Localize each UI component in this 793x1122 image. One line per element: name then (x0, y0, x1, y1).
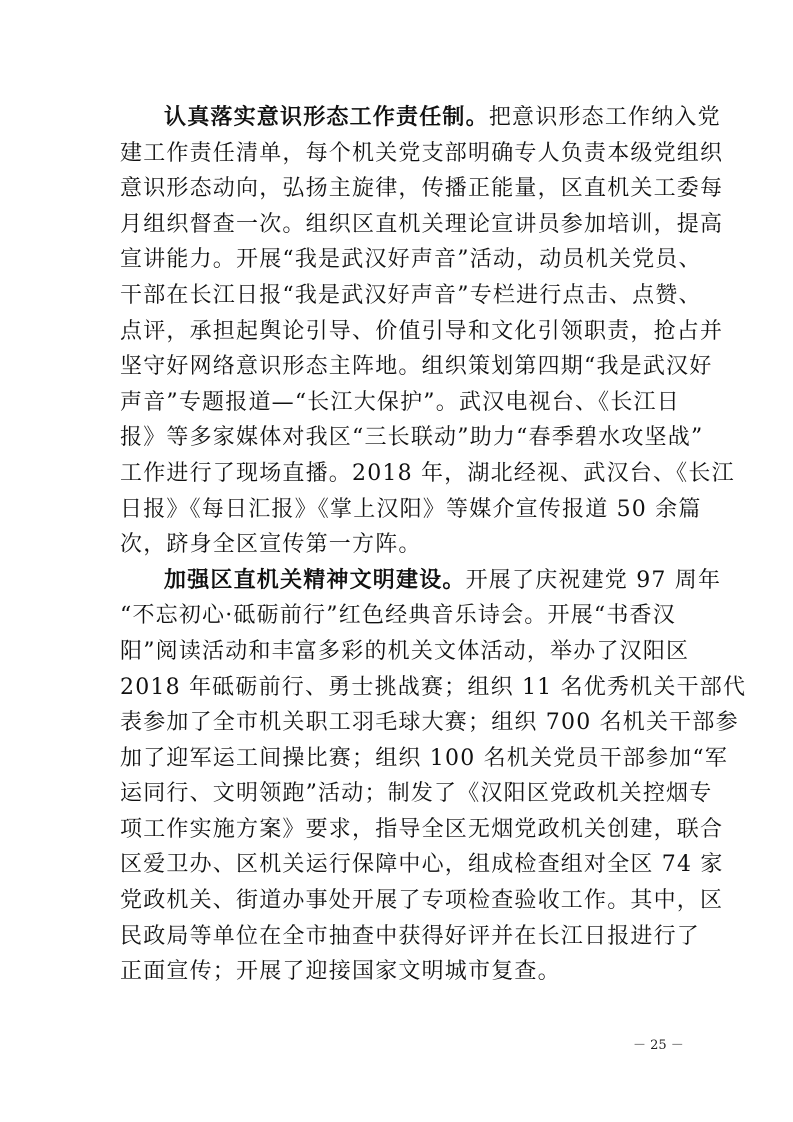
body-text (120, 100, 747, 990)
paragraph-2-line-11: 民政局等单位在全市抽查中获得好评并在长江日报进行了 (120, 923, 701, 949)
paragraph-2-line-6: 加了迎军运工间操比赛；组织 100 名机关党员干部参加“军 (120, 745, 729, 771)
paragraph-2-line-12: 正面宣传；开展了迎接国家文明城市复查。 (120, 959, 561, 985)
paragraph-2-heading: 加强区直机关精神文明建设。 (164, 566, 466, 593)
page-number: － 25 － (633, 1038, 684, 1053)
paragraph-2-line-4: 2018 年砥砺前行、勇士挑战赛；组织 11 名优秀机关干部代 (120, 674, 747, 700)
paragraph-1-line-9: 声音”专题报道—“长江大保护”。武汉电视台、《长江日 (120, 389, 680, 415)
paragraph-2-line-1 (120, 563, 722, 599)
paragraph-1-line-1 (120, 100, 721, 136)
paragraph-2-line-7: 运同行、文明领跑”活动；制发了《汉阳区党政机关控烟专 (120, 781, 713, 807)
paragraph-1-line-10: 报》等多家媒体对我区“三长联动”助力“春季碧水攻坚战” (120, 425, 704, 451)
paragraph-2-line-9: 区爱卫办、区机关运行保障中心，组成检查组对全区 74 家 (120, 852, 724, 878)
paragraph-1-heading: 认真落实意识形态工作责任制。 (164, 104, 489, 130)
paragraph-1-text: 把意识形态工作纳入党 (488, 105, 721, 130)
paragraph-1-line-12: 日报》《每日汇报》《掌上汉阳》等媒介宣传报道 50 余篇 (120, 496, 702, 522)
paragraph-2-line-3: 阳”阅读活动和丰富多彩的机关文体活动，举办了汉阳区 (120, 638, 690, 664)
paragraph-2-text: 开展了庆祝建党 97 周年 (465, 567, 722, 593)
paragraph-2-line-2: “不忘初心·砥砺前行”红色经典音乐诗会。开展“书香汉 (120, 603, 676, 629)
paragraph-1-line-13: 次，跻身全区宣传第一方阵。 (120, 532, 422, 558)
paragraph-1-line-7: 点评，承担起舆论引导、价值引导和文化引领职责，抢占并 (120, 318, 724, 344)
paragraph-2-line-5: 表参加了全市机关职工羽毛球大赛；组织 700 名机关干部参 (120, 710, 739, 736)
paragraph-1-line-6: 干部在长江日报“我是武汉好声音”专栏进行点击、点赞、 (120, 282, 702, 308)
paragraph-1-line-3: 意识形态动向，弘扬主旋律，传播正能量，区直机关工委每 (120, 176, 724, 202)
paragraph-1-line-11: 工作进行了现场直播。2018 年，湖北经视、武汉台、《长江 (120, 460, 735, 486)
paragraph-1-line-4: 月组织督查一次。组织区直机关理论宣讲员参加培训，提高 (120, 211, 724, 237)
paragraph-1-line-2: 建工作责任清单，每个机关党支部明确专人负责本级党组织 (120, 140, 724, 166)
paragraph-1-line-5: 宣讲能力。开展“我是武汉好声音”活动，动员机关党员、 (120, 247, 702, 273)
paragraph-2-line-10: 党政机关、街道办事处开展了专项检查验收工作。其中，区 (120, 888, 724, 914)
paragraph-2-line-8: 项工作实施方案》要求，指导全区无烟党政机关创建，联合 (120, 816, 724, 842)
paragraph-1-line-8: 坚守好网络意识形态主阵地。组织策划第四期“我是武汉好 (120, 354, 713, 380)
